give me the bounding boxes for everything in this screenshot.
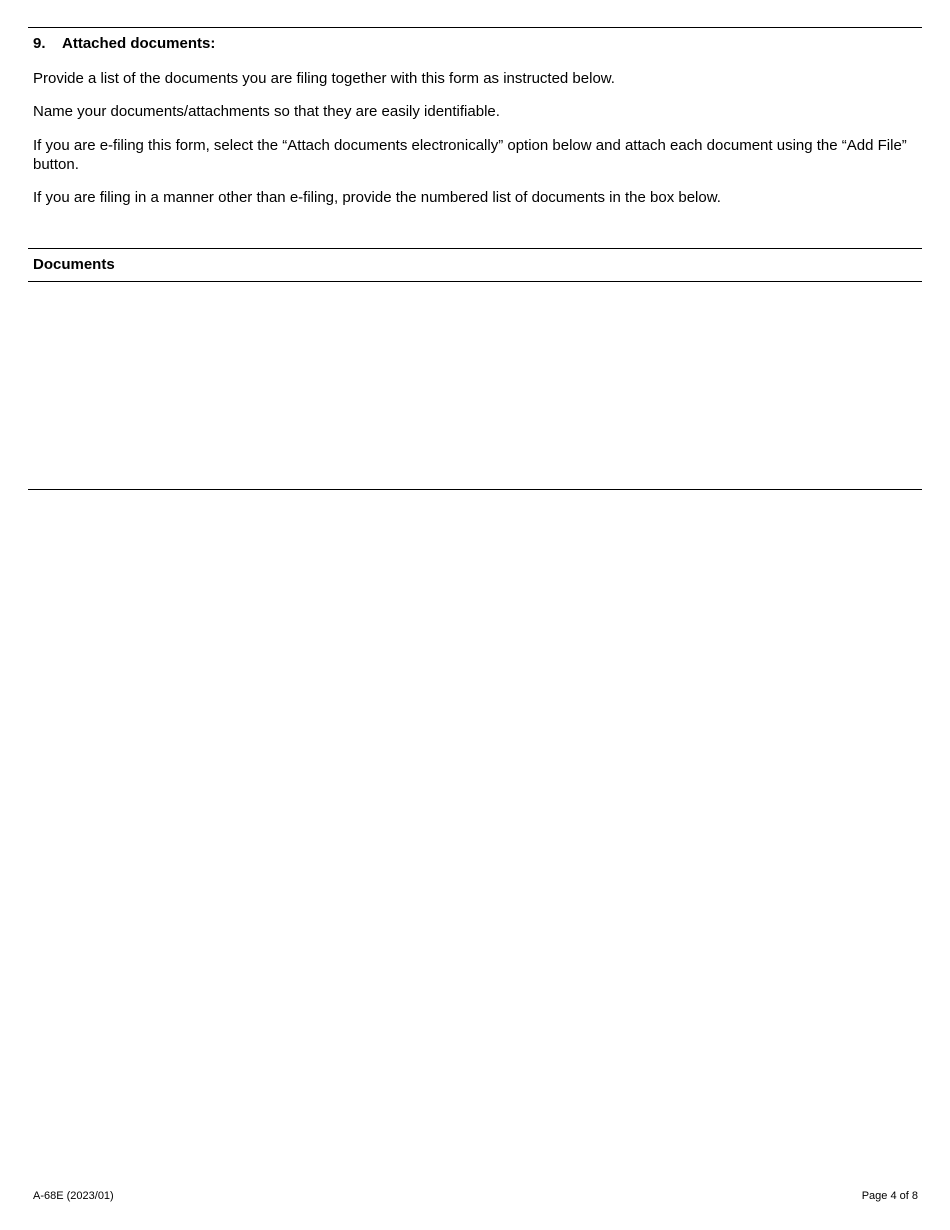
documents-bottom-rule [28, 489, 922, 490]
form-id: A-68E (2023/01) [33, 1190, 114, 1202]
documents-heading-rule [28, 281, 922, 282]
section-number: 9. [33, 35, 46, 52]
instruction-e-filing: If you are e-filing this form, select the “Attach documents electronically” option below and attach each document using the “Add File” button. [33, 137, 907, 173]
page-number: Page 4 of 8 [861, 1190, 918, 1202]
instruction-non-e-filing: If you are filing in a manner other than e-filing, provide the numbered list of documents in the box below. [33, 189, 721, 206]
instruction-name-documents: Name your documents/attachments so that they are easily identifiable. [33, 103, 500, 120]
documents-list-field[interactable] [28, 283, 922, 488]
section-heading [33, 35, 215, 52]
section-title: Attached documents: [62, 35, 216, 52]
top-rule [28, 27, 922, 28]
instruction-provide-list: Provide a list of the documents you are filing together with this form as instructed below. [33, 70, 615, 87]
documents-heading: Documents [33, 256, 115, 273]
documents-top-rule [28, 248, 922, 249]
